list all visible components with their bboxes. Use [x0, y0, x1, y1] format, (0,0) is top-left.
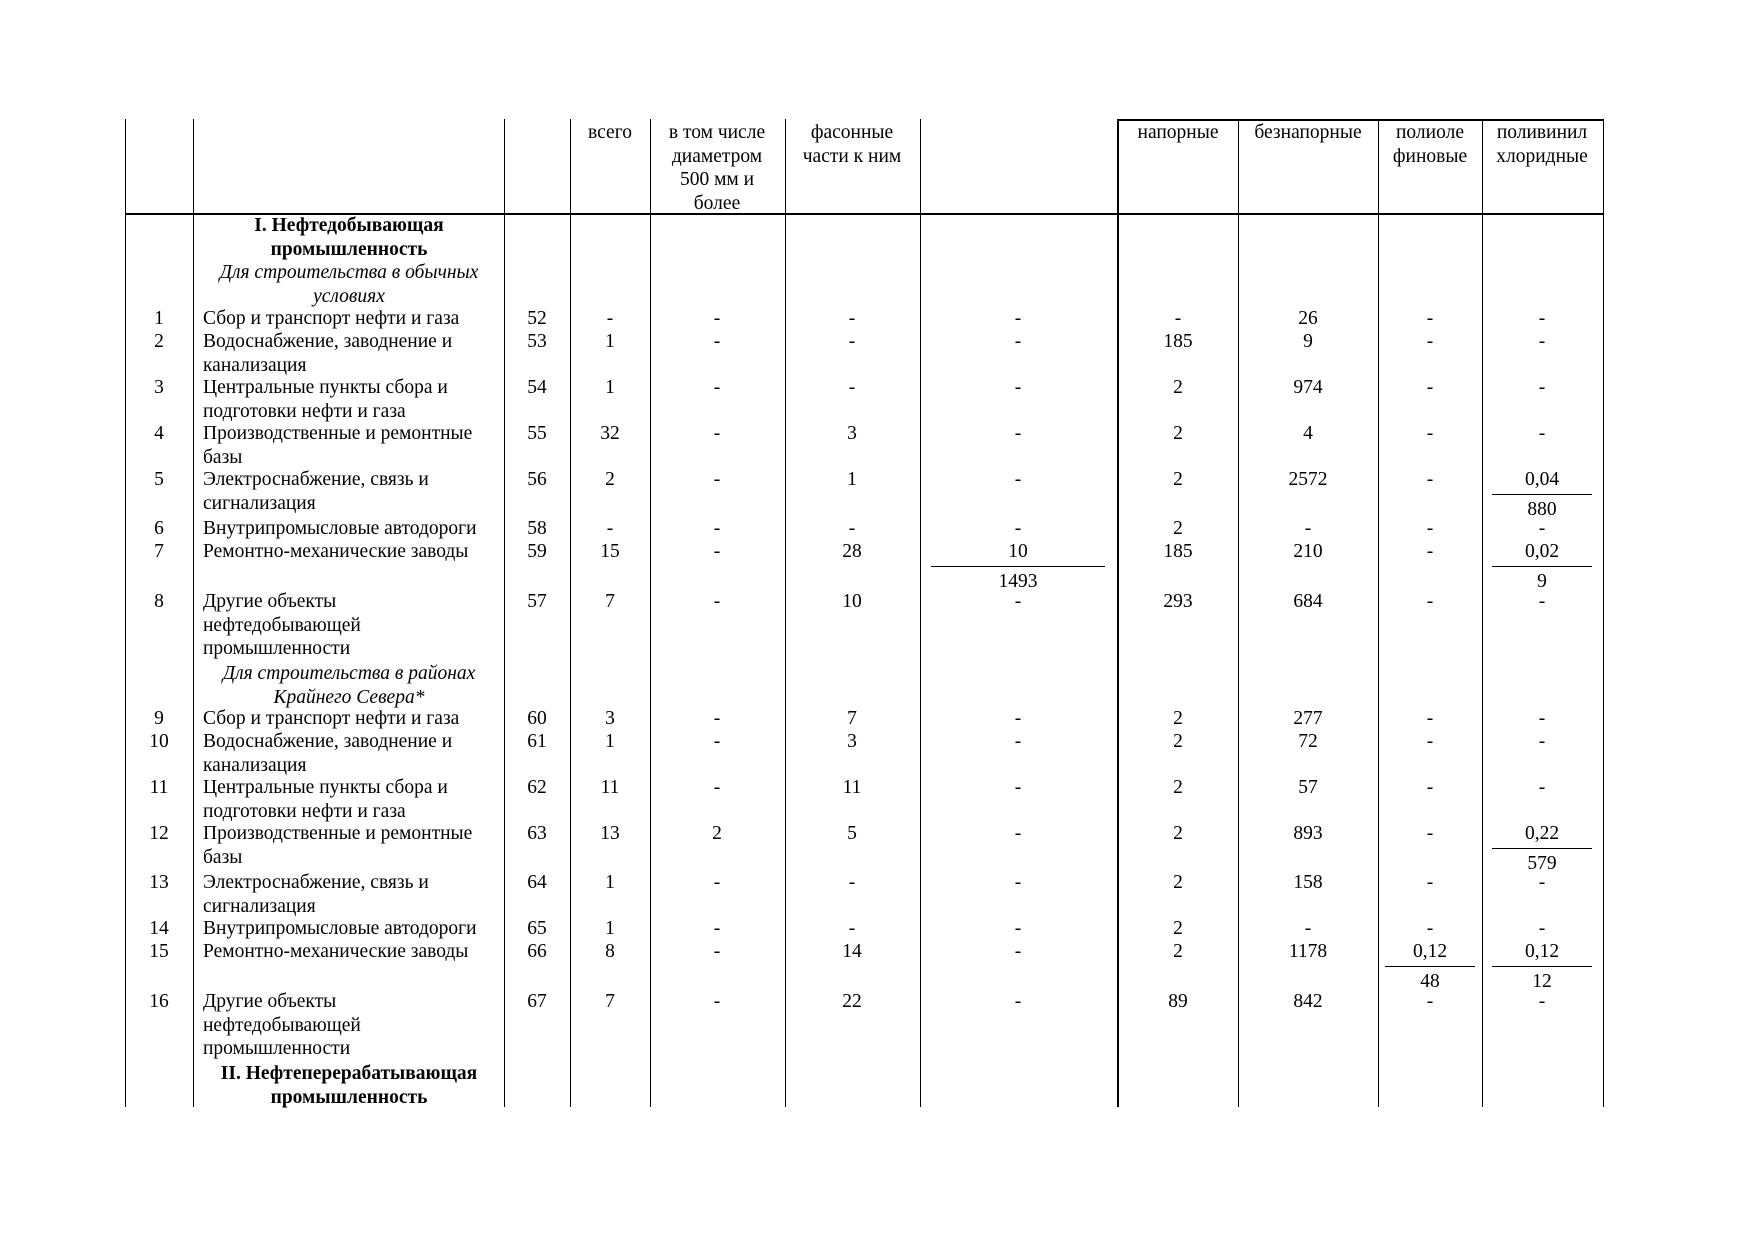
cell-d500: - — [713, 941, 721, 962]
fraction-numerator: 0,12 — [1492, 940, 1592, 967]
row-code: 67 — [527, 991, 547, 1012]
cell-fas: - — [848, 918, 856, 939]
cell-beznap: 26 — [1298, 308, 1318, 329]
fraction-numerator: 0,12 — [1385, 940, 1475, 967]
cell-pvh: - — [1538, 331, 1546, 352]
row-name: Водоснабжение, заводнение и — [203, 731, 453, 752]
cell-nap: 2 — [1173, 777, 1183, 798]
row-name: Производственные и ремонтные — [203, 823, 473, 844]
cell-fas: 14 — [842, 941, 862, 962]
cell-pvh: - — [1538, 918, 1546, 939]
fraction-denominator: 12 — [1532, 970, 1552, 992]
cell-c8: - — [1014, 308, 1022, 329]
fraction-denominator: 9 — [1537, 570, 1547, 592]
row-number: 11 — [149, 777, 169, 798]
row-code: 59 — [527, 541, 547, 562]
cell-c8: - — [1014, 918, 1022, 939]
cell-beznap: 684 — [1293, 591, 1323, 612]
column-rule — [125, 119, 126, 1107]
section-title: II. Нефтеперерабатывающая — [220, 1063, 478, 1084]
header-vsego: всего — [588, 122, 632, 143]
cell-poliol: - — [1426, 731, 1434, 752]
row-number: 4 — [154, 423, 164, 444]
row-code: 58 — [527, 518, 547, 539]
row-name: Центральные пункты сбора и — [203, 377, 448, 398]
cell-beznap: 277 — [1293, 708, 1323, 729]
section-title: I. Нефтедобывающая — [254, 215, 444, 236]
column-rule — [193, 119, 194, 1107]
row-number: 13 — [149, 872, 169, 893]
row-name: промышленности — [203, 1038, 351, 1059]
cell-pvh: - — [1538, 591, 1546, 612]
cell-beznap: 158 — [1293, 872, 1323, 893]
header-v-tom-chisle: в том числе — [668, 122, 766, 143]
row-name: канализация — [203, 754, 307, 776]
cell-c8: - — [1014, 591, 1022, 612]
row-code: 64 — [527, 872, 547, 893]
cell-c8: - — [1014, 991, 1022, 1012]
row-name: Внутрипромысловые автодороги — [203, 918, 477, 939]
row-code: 61 — [527, 731, 547, 752]
cell-c8: - — [1014, 331, 1022, 352]
row-name: Другие объекты — [203, 591, 337, 612]
cell-vsego: 32 — [600, 423, 620, 444]
header-fasonnye: части к ним — [802, 145, 902, 167]
row-name: Внутрипромысловые автодороги — [203, 518, 477, 539]
row-name: подготовки нефти и газа — [203, 800, 406, 822]
cell-poliol: - — [1426, 469, 1434, 490]
subsection-title: Крайнего Севера* — [273, 686, 425, 708]
cell-fas: 1 — [847, 469, 857, 490]
cell-pvh: - — [1538, 423, 1546, 444]
column-rule — [1482, 119, 1483, 1107]
section-title: промышленность — [270, 1086, 428, 1108]
cell-nap: 2 — [1173, 731, 1183, 752]
row-name: базы — [203, 446, 243, 468]
row-number: 10 — [149, 731, 169, 752]
row-number: 6 — [154, 518, 164, 539]
cell-d500: - — [713, 991, 721, 1012]
header-poliolefinovye: финовые — [1392, 145, 1468, 167]
cell-d500: - — [713, 331, 721, 352]
cell-c8-fraction — [931, 540, 1105, 593]
cell-beznap: 2572 — [1288, 469, 1328, 490]
cell-nap: 2 — [1173, 423, 1183, 444]
cell-c8: - — [1014, 872, 1022, 893]
cell-fas: 3 — [847, 731, 857, 752]
cell-c8: - — [1014, 708, 1022, 729]
cell-nap: 2 — [1173, 469, 1183, 490]
row-name: Другие объекты — [203, 991, 337, 1012]
cell-nap: 2 — [1173, 518, 1183, 539]
cell-poliol: - — [1426, 518, 1434, 539]
cell-d500: - — [713, 591, 721, 612]
cell-vsego: - — [606, 308, 614, 329]
cell-c8: - — [1014, 518, 1022, 539]
header-v-tom-chisle: диаметром — [671, 145, 763, 167]
cell-c8: - — [1014, 377, 1022, 398]
row-code: 66 — [527, 941, 547, 962]
cell-poliol: - — [1426, 423, 1434, 444]
cell-pvh-fraction — [1492, 940, 1592, 993]
cell-beznap: 210 — [1293, 541, 1323, 562]
row-number: 15 — [149, 941, 169, 962]
cell-nap: 2 — [1173, 872, 1183, 893]
row-number: 9 — [154, 708, 164, 729]
row-number: 5 — [154, 469, 164, 490]
row-code: 65 — [527, 918, 547, 939]
cell-poliol: - — [1426, 331, 1434, 352]
cell-d500: 2 — [712, 823, 722, 844]
cell-vsego: 7 — [605, 591, 615, 612]
cell-vsego: 8 — [605, 941, 615, 962]
header-fasonnye: фасонные — [810, 122, 894, 143]
cell-beznap: 893 — [1293, 823, 1323, 844]
row-name: промышленности — [203, 638, 351, 659]
header-polivinilhloridnye: поливинил — [1496, 122, 1588, 143]
cell-poliol: - — [1426, 541, 1434, 562]
row-number: 7 — [154, 541, 164, 562]
row-code: 62 — [527, 777, 547, 798]
row-name: Сбор и транспорт нефти и газа — [203, 308, 460, 329]
row-name: базы — [203, 846, 243, 868]
cell-nap: 89 — [1168, 991, 1188, 1012]
cell-beznap: - — [1304, 518, 1312, 539]
subsection-title: Для строительства в районах — [222, 663, 476, 684]
cell-pvh: - — [1538, 731, 1546, 752]
row-name: сигнализация — [203, 895, 316, 917]
cell-d500: - — [713, 377, 721, 398]
fraction-denominator: 1493 — [998, 570, 1038, 592]
row-name: Производственные и ремонтные — [203, 423, 473, 444]
cell-pvh: - — [1538, 708, 1546, 729]
cell-vsego: - — [606, 518, 614, 539]
row-number: 1 — [154, 308, 164, 329]
cell-vsego: 11 — [600, 777, 620, 798]
cell-vsego: 2 — [605, 469, 615, 490]
cell-fas: 22 — [842, 991, 862, 1012]
header-v-tom-chisle: 500 мм и — [679, 169, 755, 190]
row-name: Сбор и транспорт нефти и газа — [203, 708, 460, 729]
cell-d500: - — [713, 423, 721, 444]
column-rule — [1603, 119, 1604, 1107]
cell-d500: - — [713, 708, 721, 729]
row-name: канализация — [203, 354, 307, 376]
row-name: Электроснабжение, связь и — [203, 872, 429, 893]
section-title: промышленность — [270, 238, 428, 260]
cell-d500: - — [713, 777, 721, 798]
row-code: 53 — [527, 331, 547, 352]
cell-beznap: 842 — [1293, 991, 1323, 1012]
cell-fas: - — [848, 872, 856, 893]
fraction-denominator: 579 — [1527, 852, 1557, 874]
cell-vsego: 1 — [605, 918, 615, 939]
cell-vsego: 13 — [600, 823, 620, 844]
cell-beznap: 4 — [1303, 423, 1313, 444]
cell-poliol: - — [1426, 777, 1434, 798]
column-rule — [1378, 119, 1379, 1107]
row-number: 14 — [149, 918, 169, 939]
cell-c8: - — [1014, 423, 1022, 444]
cell-beznap: - — [1304, 918, 1312, 939]
cell-fas: 11 — [842, 777, 862, 798]
cell-fas: 28 — [842, 541, 862, 562]
fraction-numerator: 0,04 — [1492, 468, 1592, 495]
cell-poliol: - — [1426, 991, 1434, 1012]
cell-beznap: 57 — [1298, 777, 1318, 798]
row-name: Центральные пункты сбора и — [203, 777, 448, 798]
cell-poliol: - — [1426, 377, 1434, 398]
cell-nap: 2 — [1173, 918, 1183, 939]
cell-pvh: - — [1538, 377, 1546, 398]
cell-nap: 185 — [1163, 331, 1193, 352]
cell-poliol: - — [1426, 823, 1434, 844]
row-code: 60 — [527, 708, 547, 729]
cell-pvh-fraction — [1492, 822, 1592, 875]
cell-d500: - — [713, 308, 721, 329]
cell-fas: - — [848, 331, 856, 352]
row-name: Электроснабжение, связь и — [203, 469, 429, 490]
row-name: нефтедобывающей — [203, 1014, 361, 1036]
cell-c8: - — [1014, 469, 1022, 490]
cell-vsego: 1 — [605, 331, 615, 352]
row-code: 63 — [527, 823, 547, 844]
row-code: 55 — [527, 423, 547, 444]
fraction-numerator: 0,22 — [1492, 822, 1592, 849]
header-napornye: напорные — [1137, 122, 1219, 143]
cell-nap: 2 — [1173, 377, 1183, 398]
cell-pvh: - — [1538, 991, 1546, 1012]
column-rule — [570, 119, 571, 1107]
row-name: сигнализация — [203, 492, 316, 514]
row-code: 54 — [527, 377, 547, 398]
cell-nap: 2 — [1173, 941, 1183, 962]
row-number: 8 — [154, 591, 164, 612]
row-name: Водоснабжение, заводнение и — [203, 331, 453, 352]
cell-poliol: - — [1426, 591, 1434, 612]
header-beznapornye: безнапорные — [1254, 122, 1362, 143]
cell-poliol: - — [1426, 708, 1434, 729]
cell-pvh: - — [1538, 777, 1546, 798]
cell-c8: - — [1014, 941, 1022, 962]
row-number: 16 — [149, 991, 169, 1012]
cell-poliol: - — [1426, 872, 1434, 893]
row-name: Ремонтно-механические заводы — [203, 541, 469, 562]
column-rule — [1117, 119, 1119, 1107]
cell-c8: - — [1014, 823, 1022, 844]
cell-nap: 2 — [1173, 708, 1183, 729]
row-number: 12 — [149, 823, 169, 844]
cell-poliol: - — [1426, 308, 1434, 329]
column-rule — [920, 119, 921, 1107]
row-name: подготовки нефти и газа — [203, 400, 406, 422]
subsection-title: Для строительства в обычных — [219, 262, 479, 283]
cell-vsego: 15 — [600, 541, 620, 562]
cell-vsego: 1 — [605, 872, 615, 893]
cell-vsego: 1 — [605, 731, 615, 752]
subsection-title: условиях — [313, 285, 385, 307]
column-rule — [1238, 119, 1239, 1107]
cell-c8: - — [1014, 731, 1022, 752]
cell-vsego: 7 — [605, 991, 615, 1012]
cell-fas: - — [848, 308, 856, 329]
row-name: нефтедобывающей — [203, 614, 361, 636]
cell-nap: 293 — [1163, 591, 1193, 612]
cell-c8: - — [1014, 777, 1022, 798]
column-rule — [650, 119, 651, 1107]
cell-vsego: 1 — [605, 377, 615, 398]
row-number: 3 — [154, 377, 164, 398]
cell-beznap: 974 — [1293, 377, 1323, 398]
column-rule — [504, 119, 505, 1107]
cell-d500: - — [713, 518, 721, 539]
header-poliolefinovye: полиоле — [1396, 122, 1464, 143]
row-code: 52 — [527, 308, 547, 329]
row-code: 56 — [527, 469, 547, 490]
cell-nap: - — [1174, 308, 1182, 329]
cell-pvh: - — [1538, 308, 1546, 329]
cell-poliol-fraction — [1385, 940, 1475, 993]
cell-fas: - — [848, 518, 856, 539]
fraction-numerator: 0,02 — [1492, 540, 1592, 567]
cell-beznap: 9 — [1303, 331, 1313, 352]
cell-vsego: 3 — [605, 708, 615, 729]
cell-pvh-fraction — [1492, 540, 1592, 593]
cell-poliol: - — [1426, 918, 1434, 939]
row-number: 2 — [154, 331, 164, 352]
row-name: Ремонтно-механические заводы — [203, 941, 469, 962]
fraction-denominator: 880 — [1527, 498, 1557, 520]
cell-d500: - — [713, 731, 721, 752]
column-rule — [785, 119, 786, 1107]
cell-fas: - — [848, 377, 856, 398]
fraction-numerator: 10 — [931, 540, 1105, 567]
cell-fas: 5 — [847, 823, 857, 844]
cell-fas: 3 — [847, 423, 857, 444]
cell-fas: 7 — [847, 708, 857, 729]
cell-nap: 185 — [1163, 541, 1193, 562]
cell-d500: - — [713, 918, 721, 939]
cell-beznap: 72 — [1298, 731, 1318, 752]
cell-pvh: - — [1538, 518, 1546, 539]
header-polivinilhloridnye: хлоридные — [1496, 145, 1588, 167]
cell-d500: - — [713, 469, 721, 490]
cell-beznap: 1178 — [1288, 941, 1328, 962]
cell-fas: 10 — [842, 591, 862, 612]
cell-pvh: - — [1538, 872, 1546, 893]
cell-d500: - — [713, 872, 721, 893]
cell-pvh-fraction — [1492, 468, 1592, 521]
cell-d500: - — [713, 541, 721, 562]
fraction-denominator: 48 — [1420, 970, 1440, 992]
row-code: 57 — [527, 591, 547, 612]
cell-nap: 2 — [1173, 823, 1183, 844]
header-v-tom-chisle: более — [693, 192, 741, 214]
